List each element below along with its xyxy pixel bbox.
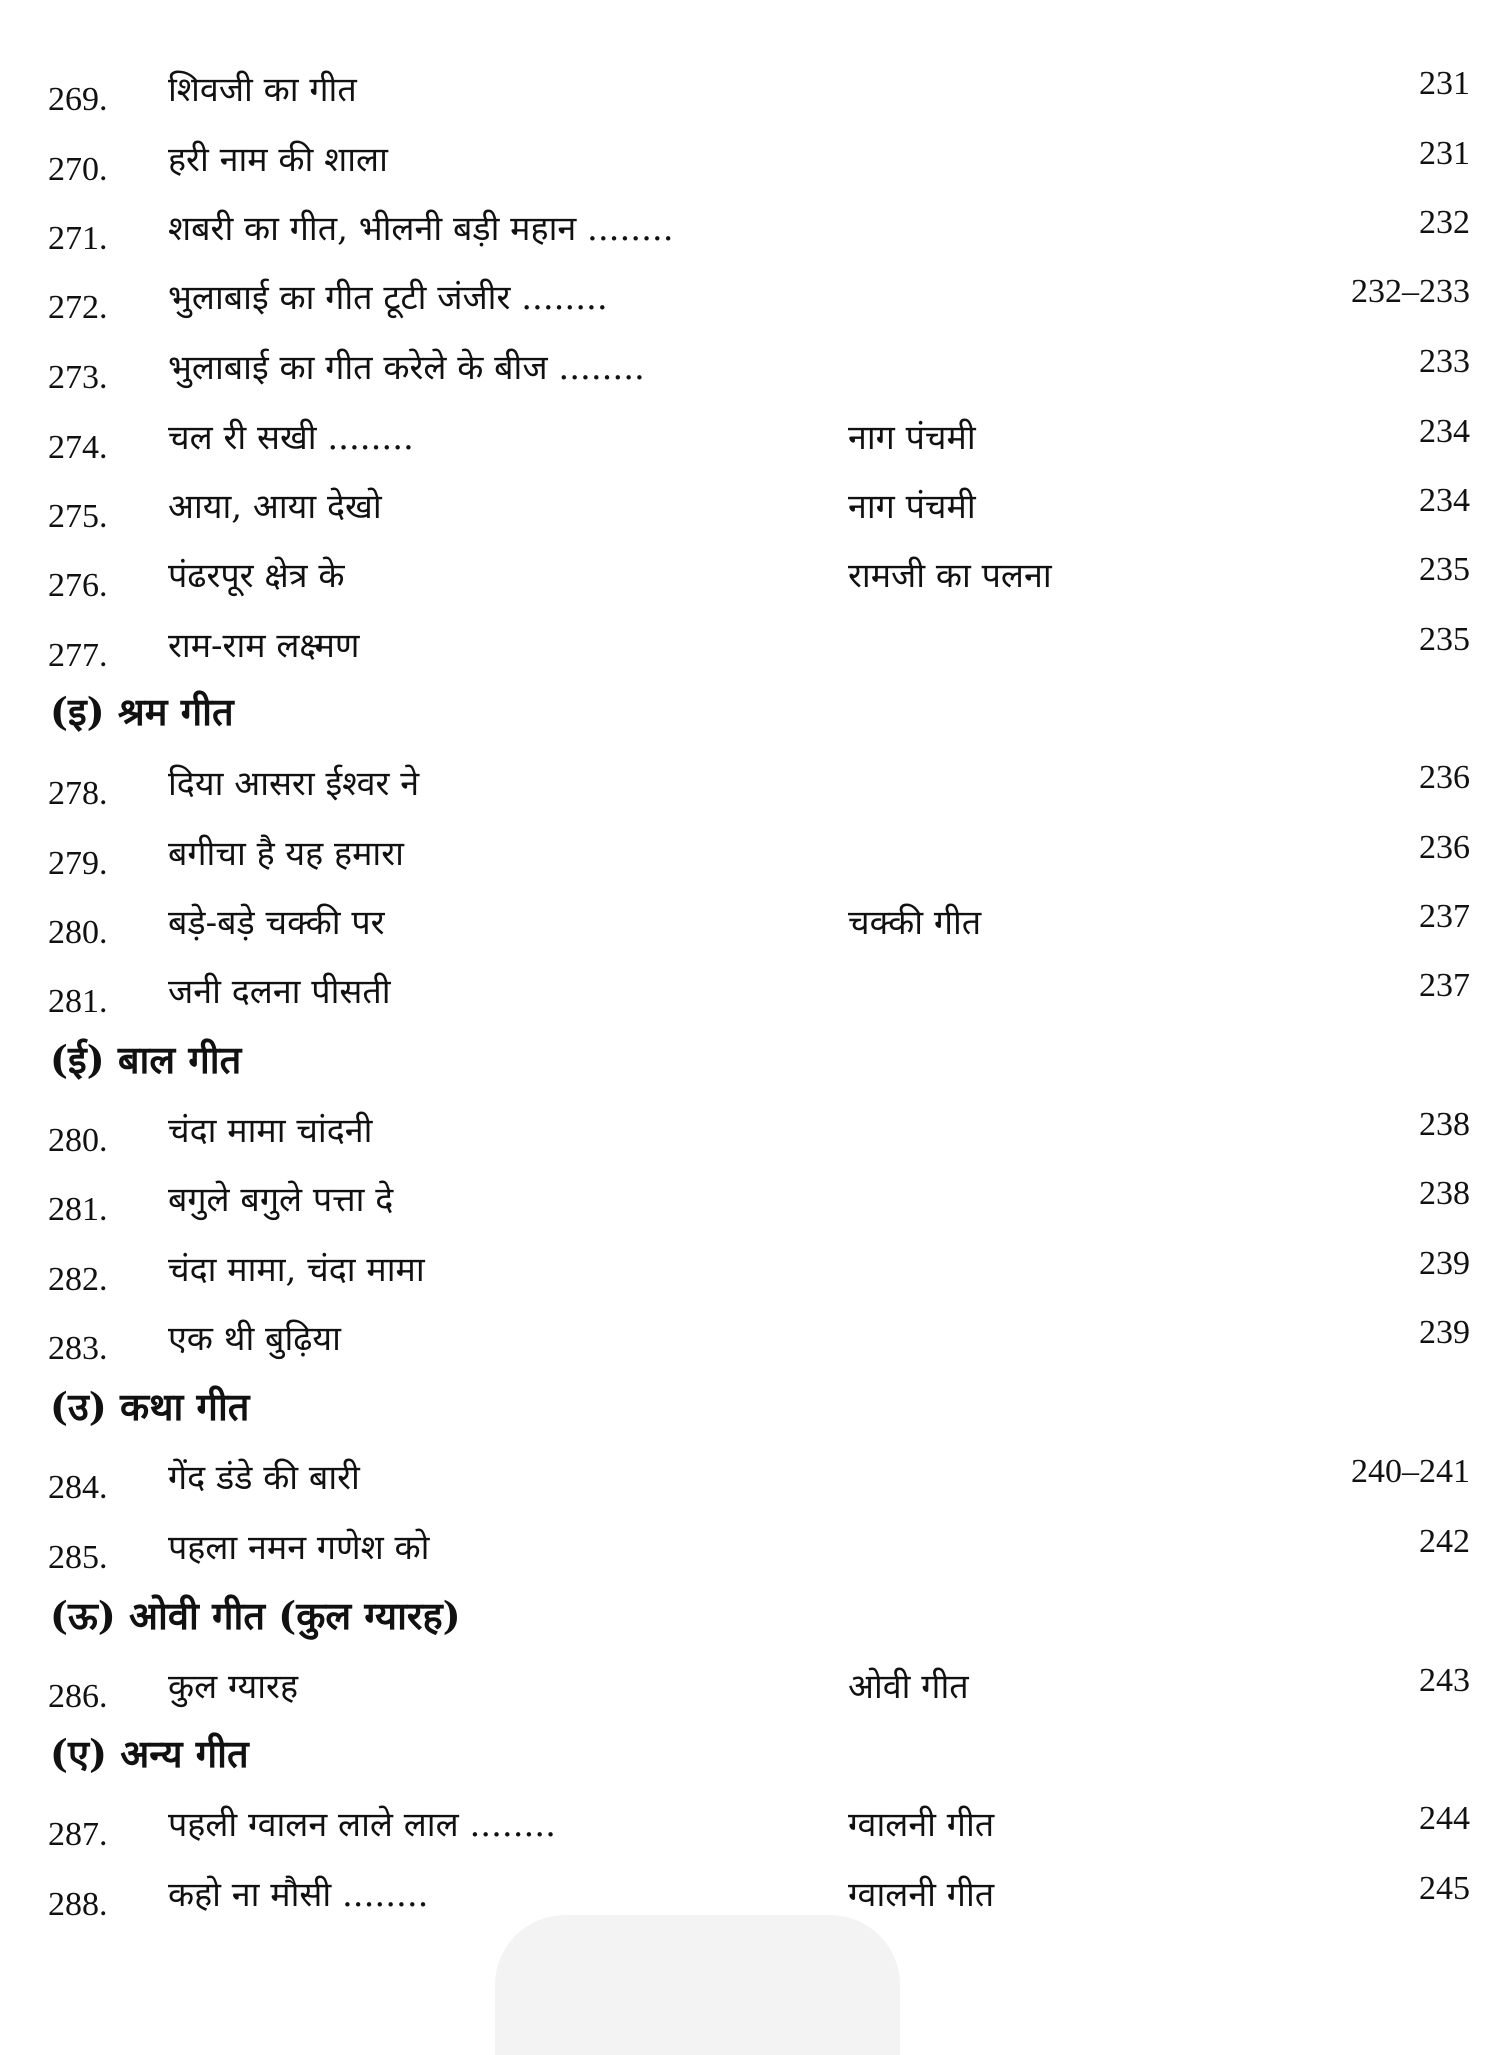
entry-number: 274. — [48, 429, 108, 466]
toc-entry — [0, 1448, 1500, 1512]
entry-title: दिया आसरा ईश्वर ने — [168, 764, 420, 804]
entry-title: चल री सखी ........ — [168, 418, 414, 458]
entry-number: 280. — [48, 914, 108, 951]
entry-page-number: 238 — [1419, 1106, 1470, 1143]
toc-entry — [0, 824, 1500, 888]
toc-entry — [0, 754, 1500, 818]
toc-entry — [0, 616, 1500, 680]
toc-entry — [0, 130, 1500, 194]
entry-page-number: 243 — [1419, 1662, 1470, 1699]
entry-page-number: 240–241 — [1351, 1453, 1470, 1490]
entry-title: कहो ना मौसी ........ — [168, 1875, 429, 1915]
entry-number: 281. — [48, 1191, 108, 1228]
toc-entry — [0, 1795, 1500, 1859]
section-heading: (इ) श्रम गीत — [50, 689, 234, 734]
entry-category: ओवी गीत — [848, 1667, 969, 1707]
entry-page-number: 236 — [1419, 829, 1470, 866]
entry-page-number: 234 — [1419, 482, 1470, 519]
entry-number: 271. — [48, 220, 108, 257]
entry-number: 279. — [48, 845, 108, 882]
entry-page-number: 233 — [1419, 343, 1470, 380]
entry-number: 280. — [48, 1122, 108, 1159]
entry-title: हरी नाम की शाला — [168, 140, 388, 180]
toc-entry — [0, 60, 1500, 124]
entry-number: 287. — [48, 1816, 108, 1853]
entry-page-number: 235 — [1419, 551, 1470, 588]
entry-page-number: 234 — [1419, 413, 1470, 450]
entry-number: 272. — [48, 289, 108, 326]
entry-number: 284. — [48, 1469, 108, 1506]
section-heading: (उ) कथा गीत — [50, 1384, 250, 1429]
entry-title: बगीचा है यह हमारा — [168, 834, 404, 874]
entry-page-number: 231 — [1419, 65, 1470, 102]
entry-page-number: 242 — [1419, 1523, 1470, 1560]
entry-number: 277. — [48, 637, 108, 674]
entry-number: 270. — [48, 151, 108, 188]
entry-category: ग्वालनी गीत — [848, 1805, 995, 1845]
entry-page-number: 239 — [1419, 1314, 1470, 1351]
entry-title: भुलाबाई का गीत करेले के बीज ........ — [168, 348, 645, 388]
entry-number: 269. — [48, 81, 108, 118]
toc-entry — [0, 1657, 1500, 1721]
entry-number: 283. — [48, 1330, 108, 1367]
toc-entry — [0, 338, 1500, 402]
entry-number: 275. — [48, 498, 108, 535]
toc-entry — [0, 962, 1500, 1026]
entry-title: पहली ग्वालन लाले लाल ........ — [168, 1805, 556, 1845]
entry-page-number: 232–233 — [1351, 273, 1470, 310]
toc-entry — [0, 1170, 1500, 1234]
entry-page-number: 231 — [1419, 135, 1470, 172]
entry-title: गेंद डंडे की बारी — [168, 1458, 360, 1498]
entry-category: ग्वालनी गीत — [848, 1875, 995, 1915]
toc-entry — [0, 408, 1500, 472]
entry-number: 281. — [48, 983, 108, 1020]
entry-title: पहला नमन गणेश को — [168, 1528, 430, 1568]
entry-title: चंदा मामा चांदनी — [168, 1111, 373, 1151]
entry-page-number: 239 — [1419, 1245, 1470, 1282]
section-heading: (ए) अन्य गीत — [50, 1731, 249, 1776]
entry-title: शबरी का गीत, भीलनी बड़ी महान ........ — [168, 209, 674, 249]
entry-number: 286. — [48, 1678, 108, 1715]
toc-entry — [0, 1240, 1500, 1304]
entry-title: चंदा मामा, चंदा मामा — [168, 1250, 425, 1290]
entry-category: नाग पंचमी — [848, 418, 976, 458]
entry-number: 278. — [48, 775, 108, 812]
toc-entry — [0, 477, 1500, 541]
entry-page-number: 235 — [1419, 621, 1470, 658]
entry-number: 282. — [48, 1261, 108, 1298]
entry-category: रामजी का पलना — [848, 556, 1052, 596]
entry-title: बगुले बगुले पत्ता दे — [168, 1180, 394, 1220]
entry-page-number: 244 — [1419, 1800, 1470, 1837]
entry-page-number: 232 — [1419, 204, 1470, 241]
entry-page-number: 245 — [1419, 1870, 1470, 1907]
entry-number: 285. — [48, 1539, 108, 1576]
entry-page-number: 237 — [1419, 898, 1470, 935]
toc-entry — [0, 546, 1500, 610]
toc-entry — [0, 1101, 1500, 1165]
entry-number: 273. — [48, 359, 108, 396]
section-heading: (ई) बाल गीत — [50, 1037, 242, 1082]
entry-title: जनी दलना पीसती — [168, 972, 391, 1012]
entry-title: शिवजी का गीत — [168, 70, 357, 110]
entry-page-number: 237 — [1419, 967, 1470, 1004]
entry-title: बड़े-बड़े चक्की पर — [168, 903, 385, 943]
entry-category: चक्की गीत — [848, 903, 982, 943]
entry-title: भुलाबाई का गीत टूटी जंजीर ........ — [168, 278, 608, 318]
entry-title: राम-राम लक्ष्मण — [168, 626, 360, 666]
entry-number: 288. — [48, 1886, 108, 1923]
entry-page-number: 236 — [1419, 759, 1470, 796]
toc-entry — [0, 1518, 1500, 1582]
section-heading: (ऊ) ओवी गीत (कुल ग्यारह) — [50, 1593, 461, 1638]
entry-category: नाग पंचमी — [848, 487, 976, 527]
toc-entry — [0, 199, 1500, 263]
toc-entry — [0, 893, 1500, 957]
scan-smudge — [495, 1915, 900, 2055]
entry-page-number: 238 — [1419, 1175, 1470, 1212]
toc-entry — [0, 268, 1500, 332]
toc-entry — [0, 1309, 1500, 1373]
entry-title: पंढरपूर क्षेत्र के — [168, 556, 345, 596]
entry-title: कुल ग्यारह — [168, 1667, 299, 1707]
entry-number: 276. — [48, 567, 108, 604]
entry-title: आया, आया देखो — [168, 487, 382, 527]
entry-title: एक थी बुढ़िया — [168, 1319, 341, 1359]
